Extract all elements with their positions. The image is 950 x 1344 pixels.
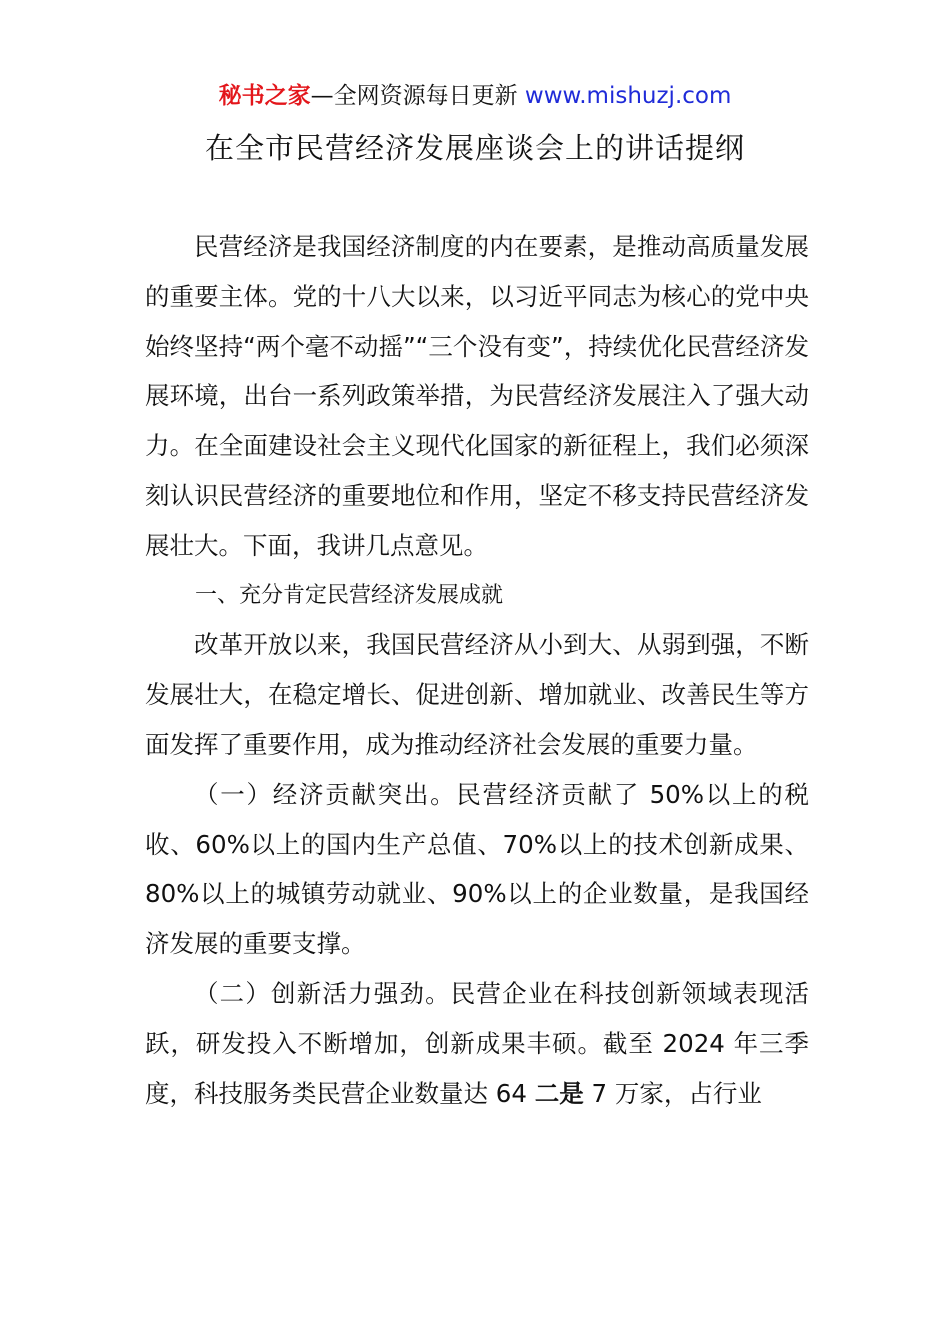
- site-header: [0, 80, 950, 112]
- section-heading-1: 一、充分肯定民营经济发展成就: [195, 582, 504, 608]
- point-2-text-end: 7 万家，占行业: [583, 1078, 762, 1108]
- site-url-link[interactable]: www.mishuzj.com: [524, 83, 732, 109]
- site-brand: 秘书之家: [218, 83, 311, 109]
- document-title: 在全市民营经济发展座谈会上的讲话提纲: [204, 131, 745, 165]
- point-2-text-start: （二）创新活力强劲。民营企业在科技创新领域表现活跃，研发投入不断增加，创新成果丰硕。截至 2024 年三季度，科技服务类民营企业数量达 64: [145, 978, 809, 1108]
- document-body: [145, 222, 809, 1118]
- point-2-bold-text: 二是: [534, 1078, 584, 1108]
- intro-paragraph: 民营经济是我国经济制度的内在要素，是推动高质量发展的重要主体。党的十八大以来，以习近平同志为核心的党中央始终坚持“两个毫不动摇”“三个没有变”，持续优化民营经济发展环境，出台一系列政策举措，为民营经济发展注入了强大动力。在全面建设社会主义现代化国家的新征程上，我们必须深刻认识民营经济的重要地位和作用，坚定不移支持民营经济发展壮大。下面，我讲几点意见。: [145, 232, 809, 560]
- point-2-paragraph: [145, 969, 809, 1118]
- site-tagline: —全网资源每日更新: [310, 83, 525, 109]
- point-1-paragraph: （一）经济贡献突出。民营经济贡献了 50%以上的税收、60%以上的国内生产总值、70%以上的技术创新成果、80%以上的城镇劳动就业、90%以上的企业数量，是我国经济发展的重要支撑。: [145, 779, 809, 959]
- section-1-intro-paragraph: 改革开放以来，我国民营经济从小到大、从弱到强，不断发展壮大，在稳定增长、促进创新、增加就业、改善民生等方面发挥了重要作用，成为推动经济社会发展的重要力量。: [145, 630, 809, 759]
